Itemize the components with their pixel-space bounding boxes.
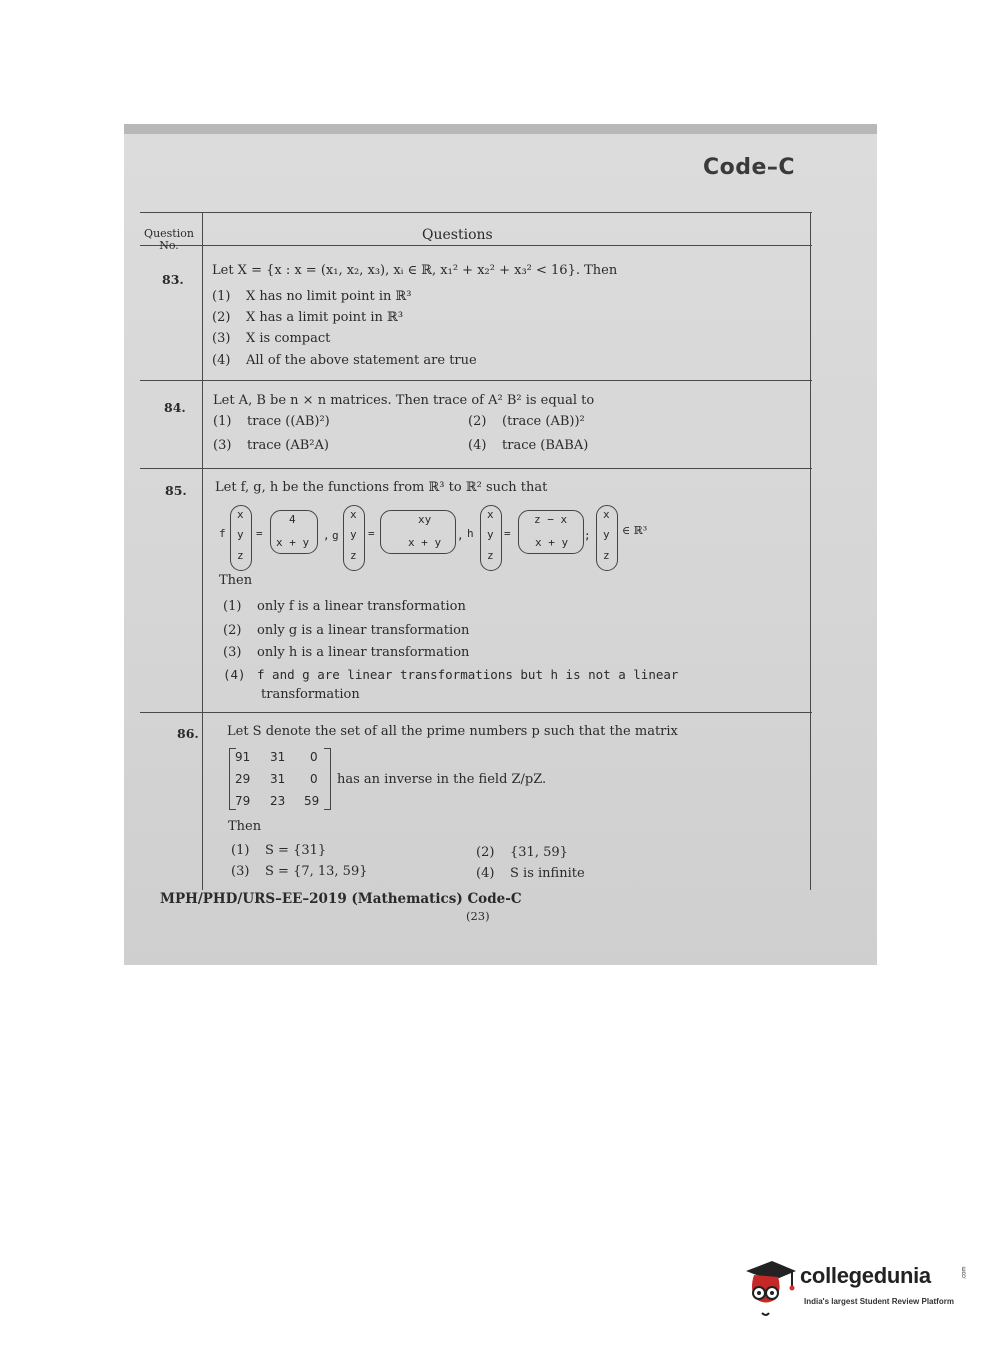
matrix-cell: 31	[270, 750, 286, 764]
f-component-2: x + y	[276, 536, 310, 549]
option-row	[212, 331, 330, 346]
exam-footer: MPH/PHD/URS–EE–2019 (Mathematics) Code-C	[160, 891, 522, 907]
option-text: trace (AB²A)	[247, 438, 329, 453]
matrix-condition: has an inverse in the field Z/pZ.	[337, 772, 547, 787]
f-component-1: 4	[289, 513, 296, 526]
domain-label: ∈ ℝ³	[622, 524, 648, 537]
photo-edge-shadow	[124, 124, 877, 134]
option-row	[223, 645, 469, 660]
option-number: (2)	[468, 414, 487, 429]
option-text: X is compact	[246, 331, 331, 346]
option-text: f and g are linear transformations but h is not a linear	[257, 667, 679, 682]
option-row	[212, 310, 403, 325]
option-text: S is infinite	[510, 866, 585, 881]
row-divider	[140, 380, 812, 381]
question-stem: Let X = {x : x = (x₁, x₂, x₃), xᵢ ∈ ℝ, x₁² + x₂² + x₃² < 16}. Then	[212, 263, 618, 278]
separator-comma: ,	[457, 529, 464, 542]
option-text: S = {7, 13, 59}	[265, 864, 368, 879]
option-text: only f is a linear transformation	[257, 599, 466, 614]
option-row	[223, 667, 678, 682]
table-border-right	[810, 212, 811, 890]
option-number: (2)	[223, 623, 242, 638]
option-row	[212, 289, 412, 304]
vector-z: z	[350, 549, 357, 562]
option-text: S = {31}	[265, 843, 327, 858]
matrix-bracket-right	[324, 748, 331, 810]
vector-y: y	[237, 528, 244, 541]
option-row	[212, 353, 477, 368]
option-row	[223, 623, 469, 638]
page-number: (23)	[466, 909, 490, 923]
vector-x: x	[237, 508, 244, 521]
option-number: (1)	[223, 599, 242, 614]
question-stem: Let A, B be n × n matrices. Then trace of A² B² is equal to	[213, 393, 595, 408]
option-text: X has no limit point in ℝ³	[246, 289, 412, 304]
option-row	[231, 843, 326, 858]
row-divider	[140, 712, 812, 713]
option-row	[468, 438, 588, 453]
symbol-f: f	[219, 527, 226, 540]
question-number: 85.	[165, 483, 187, 498]
option-number: (1)	[231, 843, 250, 858]
option-number: (4)	[468, 438, 487, 453]
equals-sign: =	[256, 527, 263, 540]
option-row	[476, 866, 585, 881]
option-text: only h is a linear transformation	[257, 645, 470, 660]
question-number: 84.	[164, 400, 186, 415]
question-number: 83.	[162, 272, 184, 287]
option-number: (3)	[212, 331, 231, 346]
option-row	[213, 414, 330, 429]
then-label: Then	[219, 573, 253, 588]
option-text: trace (BABA)	[502, 438, 589, 453]
option-text: trace ((AB)²)	[247, 414, 330, 429]
option-row	[231, 864, 368, 879]
vector-z: z	[603, 549, 610, 562]
then-label: Then	[228, 819, 262, 834]
separator-semicolon: ;	[584, 529, 591, 542]
column-divider	[202, 212, 203, 890]
row-divider	[140, 468, 812, 469]
question-number: 86.	[177, 726, 199, 741]
matrix-cell: 29	[235, 772, 251, 786]
option-text: only g is a linear transformation	[257, 623, 470, 638]
equals-sign: =	[368, 527, 375, 540]
option-number: (3)	[231, 864, 250, 879]
question-stem: Let S denote the set of all the prime numbers p such that the matrix	[227, 724, 678, 739]
table-header-rule	[140, 245, 812, 246]
vector-y: y	[350, 528, 357, 541]
vector-z: z	[237, 549, 244, 562]
h-component-2: x + y	[535, 536, 569, 549]
question-stem: Let f, g, h be the functions from ℝ³ to ℝ² such that	[215, 480, 548, 495]
collegedunia-wordmark: collegedunia	[800, 1263, 931, 1288]
paper-code: Code–C	[703, 155, 796, 180]
h-component-1: z − x	[534, 513, 568, 526]
vector-x: x	[350, 508, 357, 521]
option-number: (4)	[223, 667, 246, 682]
header-questions: Questions	[422, 227, 493, 243]
symbol-g: g	[332, 529, 339, 542]
option-row	[476, 845, 568, 860]
matrix-cell: 91	[235, 750, 251, 764]
vector-x: x	[487, 508, 494, 521]
option-number: (4)	[476, 866, 495, 881]
vector-z: z	[487, 549, 494, 562]
option-number: (3)	[213, 438, 232, 453]
matrix-cell: 31	[270, 772, 286, 786]
option-number: (3)	[223, 645, 242, 660]
symbol-h: h	[467, 527, 474, 540]
g-component-2: x + y	[408, 536, 442, 549]
matrix-cell: 59	[304, 794, 320, 808]
matrix-cell: 0	[310, 772, 318, 786]
vector-y: y	[487, 528, 494, 541]
collegedunia-logo-icon	[742, 1257, 798, 1327]
option-text: X has a limit point in ℝ³	[246, 310, 404, 325]
option-row	[468, 414, 585, 429]
option-text: {31, 59}	[510, 845, 568, 860]
equals-sign: =	[504, 527, 511, 540]
option-text: (trace (AB))²	[502, 414, 585, 429]
option-text-continued: transformation	[261, 687, 360, 702]
table-border-top	[140, 212, 812, 213]
vector-x: x	[603, 508, 610, 521]
separator-comma: ,	[323, 529, 330, 542]
option-number: (1)	[213, 414, 232, 429]
matrix-cell: 23	[270, 794, 286, 808]
option-number: (2)	[212, 310, 231, 325]
g-component-1: xy	[418, 513, 432, 526]
matrix-cell: 0	[310, 750, 318, 764]
header-question-no: Question No.	[144, 227, 194, 252]
option-number: (1)	[212, 289, 231, 304]
collegedunia-tagline: India's largest Student Review Platform	[804, 1297, 954, 1306]
option-number: (4)	[212, 353, 231, 368]
option-text: All of the above statement are true	[246, 353, 477, 368]
matrix-cell: 79	[235, 794, 251, 808]
option-number: (2)	[476, 845, 495, 860]
vector-y: y	[603, 528, 610, 541]
option-row	[213, 438, 329, 453]
option-row	[223, 599, 466, 614]
logo-dotcom: .com	[961, 1266, 968, 1280]
